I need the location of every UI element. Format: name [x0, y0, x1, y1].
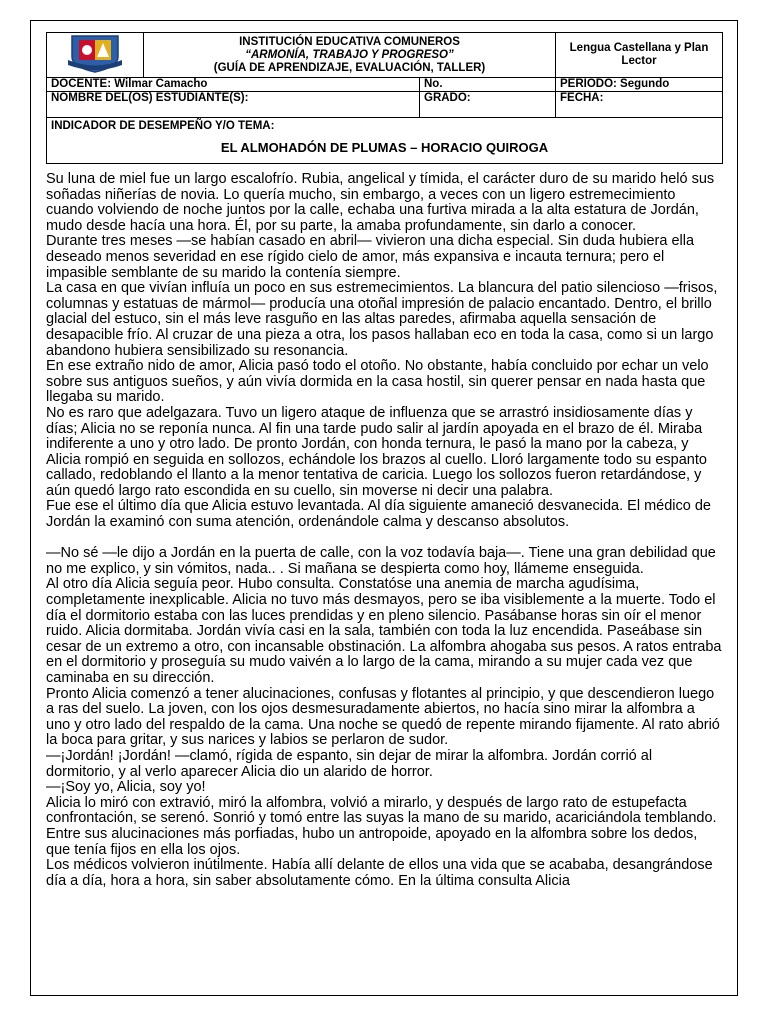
- docente-label: DOCENTE: Wilmar Camacho: [51, 78, 208, 90]
- fecha-cell: [556, 92, 723, 118]
- number-label: No.: [424, 78, 443, 90]
- paragraph-13: Entre sus alucinaciones más porfiadas, hubo un antropoide, apoyado en la alfombra sobre los dedos, que tenía fijos en ella los ojos.: [46, 825, 698, 858]
- docente-cell: [47, 78, 420, 92]
- institution-motto: “ARMONÍA, TRABAJO Y PROGRESO”: [245, 48, 454, 61]
- students-cell: [47, 92, 420, 118]
- story-title: EL ALMOHADÓN DE PLUMAS – HORACIO QUIROGA: [220, 140, 549, 155]
- paragraph-9: Pronto Alicia comenzó a tener alucinaciones, confusas y flotantes al principio, y que descendieron luego a ras del suelo. La joven, con los ojos desmesuradamente abiertos, no hacía sino mirar la alfombra a uno y otro lado del respaldo de la cama. Una noche se quedó de repente mirando fijamente. Al rato abrió la boca para gritar, y sus narices y labios se perlaron de sudor.: [46, 685, 720, 749]
- grado-label: GRADO:: [424, 92, 471, 104]
- paragraph-3: La casa en que vivían influía un poco en sus estremecimientos. La blancura del patio silencioso —frisos, columnas y estatuas de mármol— producía una otoñal impresión de palacio encantado. Dentro, el brillo glacial del estuco, sin el más leve rasguño en las altas paredes, afirmaba aquella sensación de desapacible frío. Al cruzar de una pieza a otra, los pasos hallaban eco en toda la casa, como si un largo abandono hubiera sensibilizado su resonancia.: [46, 280, 718, 359]
- grado-cell: [420, 92, 556, 118]
- institution-name: INSTITUCIÓN EDUCATIVA COMUNEROS: [239, 35, 460, 48]
- logo-cell: [47, 33, 144, 78]
- guide-type: (GUÍA DE APRENDIZAJE, EVALUACIÓN, TALLER): [213, 61, 486, 74]
- paragraph-14: Los médicos volvieron inútilmente. Había allí delante de ellos una vida que se acababa, desangrándose día a día, hora a hora, sin saber absolutamente cómo. En la última consulta Alicia: [46, 857, 713, 889]
- paragraph-5: No es raro que adelgazara. Tuvo un ligero ataque de influenza que se arrastró insidiosamente días y días; Alicia no se reponía nunca. Al fin una tarde pudo salir al jardín apoyada en el brazo de él. Miraba indiferente a uno y otro lado. De pronto Jordán, con honda ternura, le pasó la mano por la cabeza, y Alicia rompió en seguida en sollozos, echándole los brazos al cuello. Lloró largamente todo su espanto callado, redoblando el llanto a la menor tentativa de caricia. Luego los sollozos fueron retardándose, y aún quedó largo rato escondida en su cuello, sin moverse ni decir una palabra.: [46, 404, 707, 499]
- paragraph-12: Alicia lo miró con extravió, miró la alfombra, volvió a mirarlo, y después de largo rato de estupefacta confrontación, se serenó. Sonrió y tomó entre las suyas la mano de su marido, acariciándola temblando.: [46, 794, 717, 827]
- number-cell: [420, 78, 556, 92]
- paragraph-10: —¡Jordán! ¡Jordán! —clamó, rígida de espanto, sin dejar de mirar la alfombra. Jordán corrió al dormitorio, y al verlo aparecer Alicia dio un alarido de horror.: [46, 747, 653, 780]
- paragraph-6: Fue ese el último día que Alicia estuvo levantada. Al día siguiente amaneció desvanecida. El médico de Jordán la examinó con suma atención, ordenándole calma y descanso absolutos.: [46, 498, 711, 531]
- school-crest-icon: [66, 33, 124, 73]
- story-text: [46, 172, 722, 889]
- indicator-cell: [47, 118, 723, 164]
- paragraph-4: En ese extraño nido de amor, Alicia pasó todo el otoño. No obstante, había concluido por echar un velo sobre sus antiguos sueños, y aún vivía dormida en la casa hostil, sin querer pensar en nada hasta que llegaba su marido.: [46, 358, 709, 406]
- subject-name: Lengua Castellana y Plan Lector: [569, 42, 709, 67]
- paragraph-11: —¡Soy yo, Alicia, soy yo!: [46, 779, 206, 796]
- fecha-label: FECHA:: [560, 92, 604, 104]
- indicator-label: INDICADOR DE DESEMPEÑO Y/O TEMA:: [51, 120, 275, 132]
- students-label: NOMBRE DEL(OS) ESTUDIANTE(S):: [51, 92, 249, 104]
- paragraph-7: —No sé —le dijo a Jordán en la puerta de calle, con la voz todavía baja—. Tiene una gran debilidad que no me explico, y sin vómitos, nada.. . Si mañana se despierta como hoy, llámeme enseguida.: [46, 545, 716, 577]
- periodo-label: PERIODO: Segundo: [560, 78, 670, 90]
- periodo-cell: [556, 78, 723, 92]
- paragraph-8: Al otro día Alicia seguía peor. Hubo consulta. Constatóse una anemia de marcha agudísima, completamente inexplicable. Alicia no tuvo más desmayos, pero se iba visiblemente a la muerte. Todo el día el dormitorio estaba con las luces prendidas y en pleno silencio. Pasábanse horas sin oír el menor ruido. Alicia dormitaba. Jordán vivía casi en la sala, también con toda la luz encendida. Paseábase sin cesar de un extremo a otro, con incansable obstinación. La alfombra ahogaba sus pesos. A ratos entraba en el dormitorio y proseguía su mudo vaivén a lo largo de la cama, mirando a su mujer cada vez que caminaba en su dirección.: [46, 576, 722, 686]
- subject-cell: [556, 33, 723, 78]
- institution-block: [144, 33, 556, 78]
- paragraph-1: Su luna de miel fue un largo escalofrío. Rubia, angelical y tímida, el carácter duro de su marido heló sus soñadas niñerías de novia. Lo quería mucho, sin embargo, a veces con un ligero estremecimiento cuando volviendo de noche juntos por la calle, echaba una furtiva mirada a la alta estatura de Jordán, mudo desde hacía una hora. Él, por su parte, la amaba profundamente, sin darlo a conocer.: [46, 171, 715, 234]
- paragraph-2: Durante tres meses —se habían casado en abril— vivieron una dicha especial. Sin duda hubiera ella deseado menos severidad en ese rígido cielo de amor, más expansiva e incauta ternura; pero el impasible semblante de su marido la contenía siempre.: [46, 233, 695, 281]
- header-table: [46, 32, 723, 164]
